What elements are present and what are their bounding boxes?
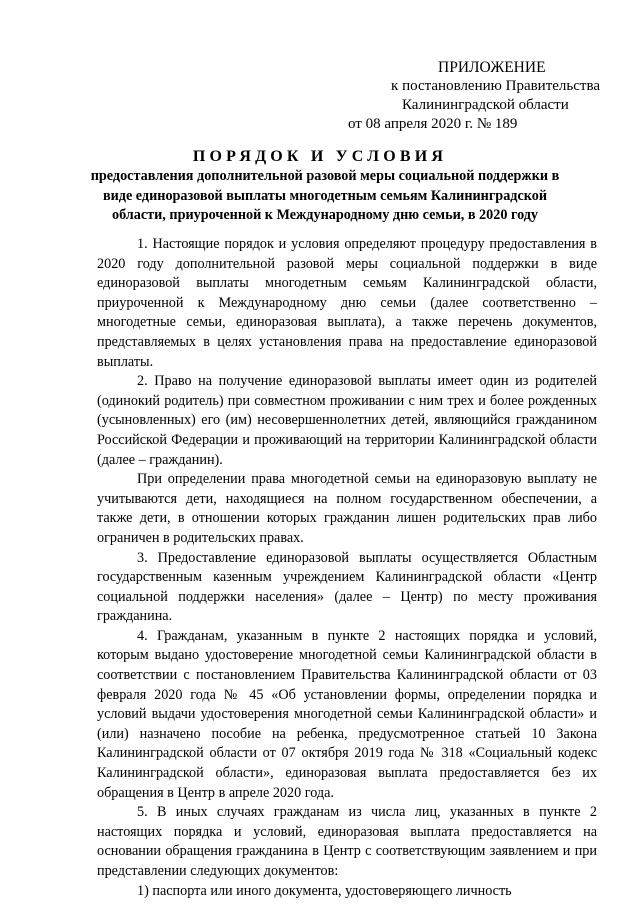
paragraph-5: 5. В иных случаях гражданам из числа лиц, указанных в пункте 2 настоящих порядка и условий, единоразовая выплата предоставляется на основании обращения гражданина в Центр с соответствующим заявлением и при представлении следующих документов: (97, 804, 597, 879)
paragraph-5-item-1: 1) паспорта или иного документа, удостоверяющего личность (137, 882, 512, 899)
document-subtitle: предоставления дополнительной разовой меры социальной поддержки в виде единоразовой выплаты многодетным семьям Калининградской области, приуроченной к Международному дню семьи, в 2020 году (90, 168, 560, 223)
appendix-label: ПРИЛОЖЕНИЕ (438, 59, 546, 76)
appendix-reference: к постановлению Правительства (391, 78, 600, 94)
paragraph-3: 3. Предоставление единоразовой выплаты осуществляется Областным государственным казенным учреждением Калининградской области «Центр социальной поддержки населения» (далее – Центр) по месту проживания гражданина. (97, 549, 597, 625)
paragraph-4: 4. Гражданам, указанным в пункте 2 настоящих порядка и условий, которым выдано удостоверение многодетной семьи Калининградской области в соответствии с постановлением Правительства Калининградской области от 03 февраля 2020 года № 45 «Об установлении формы, определении порядка и условий выдачи удостоверения многодетной семьи Калининградской области» и (или) назначено пособие на ребенка, предусмотренное статьей 10 Закона Калининградской области от 07 октября 2019 года № 318 «Социальный кодекс Калининградской области», единоразовая выплата предоставляется без их обращения в Центр в апреле 2020 года. (97, 627, 597, 801)
paragraph-2: 2. Право на получение единоразовой выплаты имеет один из родителей (одинокий родитель) при совместном проживании с ним трех и более рожденных (усыновленных) его (им) несовершеннолетних детей, являющийся гражданином Российской Федерации и проживающий на территории Калининградской области (далее – гражданин). (97, 373, 597, 468)
document-title: ПОРЯДОК И УСЛОВИЯ (192, 148, 448, 165)
paragraph-1: 1. Настоящие порядок и условия определяют процедуру предоставления в 2020 году дополнительной разовой меры социальной поддержки в виде единоразовой выплаты многодетным семьям Калининградской области, приуроченной к Международному дню семьи (далее соответственно – многодетные семьи, единоразовая выплата), а также перечень документов, представляемых в целях установления права на предоставление единоразовой выплаты. (97, 236, 597, 370)
document-body (97, 235, 597, 901)
paragraph-2-continued: При определении права многодетной семьи на единоразовую выплату не учитываются дети, находящиеся на полном государственном обеспечении, а также дети, в отношении которых гражданин лишен родительских прав либо ограничен в родительских правах. (97, 471, 597, 546)
appendix-header (320, 58, 600, 134)
appendix-date-number: от 08 апреля 2020 г. № 189 (348, 116, 518, 132)
appendix-region: Калининградской области (402, 97, 569, 113)
